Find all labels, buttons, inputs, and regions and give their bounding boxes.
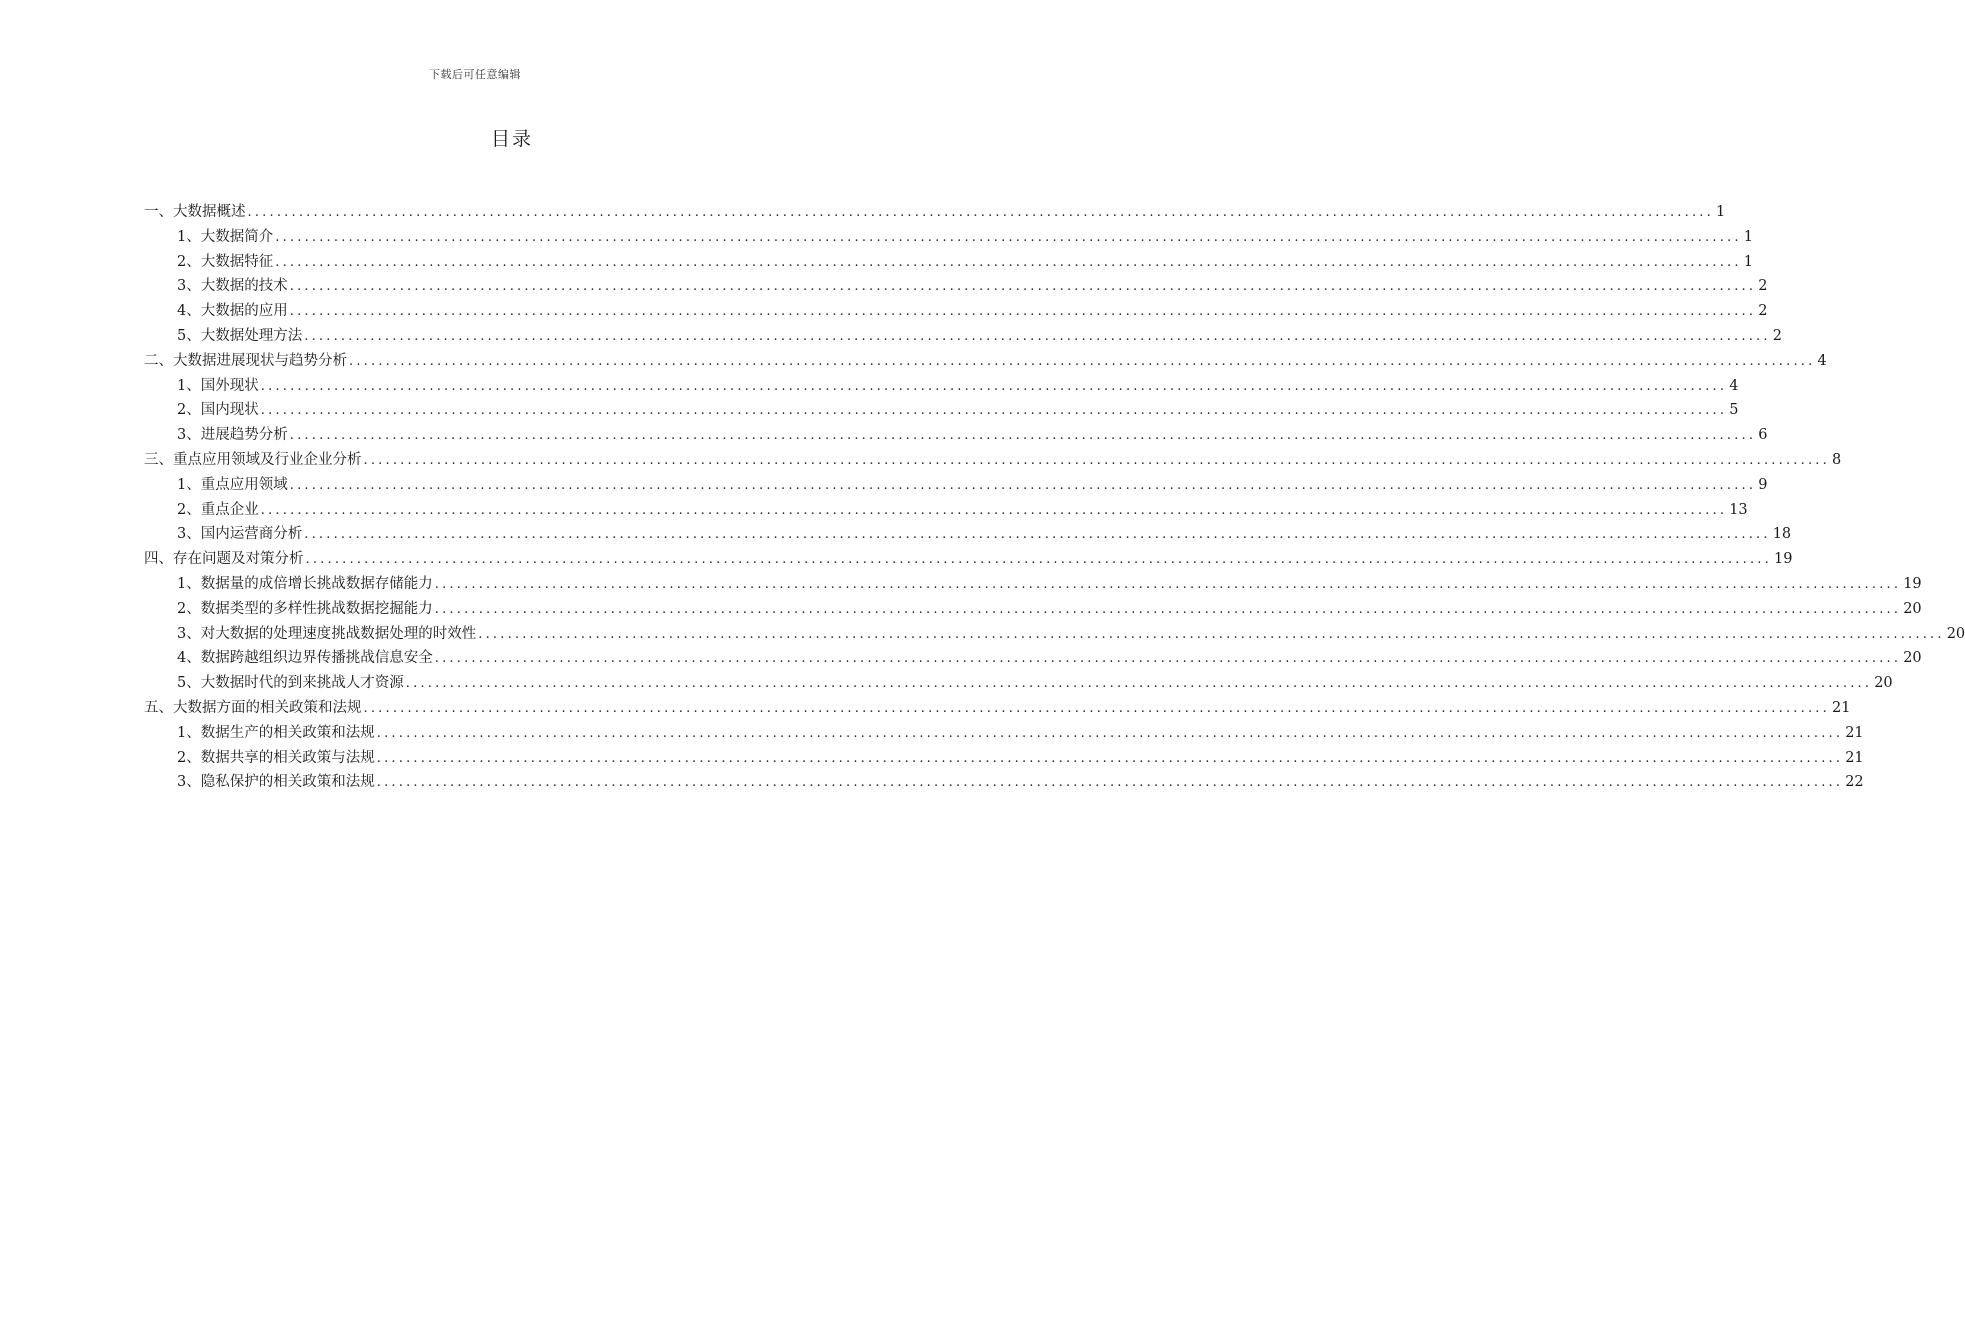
toc-entry-label: 二、大数据进展现状与趋势分析	[144, 352, 347, 369]
toc-page-number: 4	[1817, 352, 1827, 369]
toc-subsection[interactable]	[144, 374, 1739, 399]
toc-title: 目录	[490, 128, 533, 150]
toc-entry-label: 3、对大数据的处理速度挑战数据处理的时效性	[177, 625, 477, 642]
toc-page-number: 9	[1758, 476, 1768, 493]
toc-entry-label: 一、大数据概述	[144, 204, 246, 220]
toc-entry-label: 5、大数据时代的到来挑战人才资源	[177, 675, 404, 692]
toc-page-number: 22	[1845, 774, 1864, 791]
toc-page-number: 20	[1903, 600, 1922, 617]
toc-page-number: 1	[1743, 228, 1753, 245]
toc-dot-leader: ........................................................................................................................................................................................................	[478, 626, 1945, 642]
toc-page-number: 4	[1729, 377, 1739, 394]
toc-dot-leader: ........................................................................................................................................................................................................	[405, 676, 1873, 692]
toc-section[interactable]	[144, 696, 1851, 721]
toc-page-number: 2	[1772, 327, 1782, 344]
toc-dot-leader: ........................................................................................................................................................................................................	[260, 403, 1728, 419]
toc-entry-label: 五、大数据方面的相关政策和法规	[144, 699, 362, 716]
toc-subsection[interactable]	[144, 746, 1864, 771]
toc-section[interactable]	[144, 547, 1793, 572]
toc-dot-leader: ........................................................................................................................................................................................................	[247, 205, 1714, 220]
table-of-contents	[144, 200, 1965, 795]
toc-subsection[interactable]	[144, 498, 1748, 523]
toc-entry-label: 3、进展趋势分析	[177, 427, 288, 444]
toc-subsection[interactable]	[144, 646, 1922, 671]
toc-dot-leader: ........................................................................................................................................................................................................	[275, 254, 1742, 270]
toc-page-number: 19	[1773, 551, 1793, 568]
toc-dot-leader: ........................................................................................................................................................................................................	[260, 502, 1728, 518]
toc-entry-label: 4、大数据的应用	[177, 303, 288, 320]
toc-dot-leader: ........................................................................................................................................................................................................	[363, 700, 1830, 716]
toc-entry-label: 1、数据量的成倍增长挑战数据存储能力	[177, 575, 433, 592]
toc-page-number: 21	[1845, 724, 1864, 741]
toc-dot-leader: ........................................................................................................................................................................................................	[434, 601, 1902, 617]
toc-page-number: 1	[1743, 253, 1753, 270]
toc-entry-label: 4、数据跨越组织边界传播挑战信息安全	[177, 650, 433, 667]
toc-entry-label: 1、数据生产的相关政策和法规	[177, 724, 375, 741]
toc-entry-label: 1、国外现状	[177, 377, 259, 394]
toc-dot-leader: ........................................................................................................................................................................................................	[363, 452, 1830, 468]
toc-entry-label: 2、国内现状	[177, 402, 259, 419]
toc-dot-leader: ........................................................................................................................................................................................................	[434, 651, 1902, 667]
toc-page-number: 20	[1874, 675, 1893, 692]
toc-page-number: 2	[1758, 303, 1768, 320]
toc-dot-leader: ........................................................................................................................................................................................................	[434, 576, 1902, 592]
toc-subsection[interactable]	[144, 398, 1739, 423]
toc-page-number: 20	[1903, 650, 1922, 667]
toc-entry-label: 三、重点应用领域及行业企业分析	[144, 451, 362, 468]
toc-page-number: 2	[1758, 278, 1768, 295]
toc-entry-label: 1、重点应用领域	[177, 476, 288, 493]
toc-page-number: 21	[1845, 749, 1864, 766]
toc-subsection[interactable]	[144, 572, 1922, 597]
page-header: 下载后可任意编辑	[429, 68, 521, 81]
toc-page-number: 8	[1831, 451, 1842, 468]
toc-dot-leader: ........................................................................................................................................................................................................	[289, 304, 1757, 320]
toc-subsection[interactable]	[144, 622, 1965, 647]
toc-subsection[interactable]	[144, 597, 1922, 622]
toc-dot-leader: ........................................................................................................................................................................................................	[376, 725, 1844, 741]
toc-page-number: 13	[1729, 501, 1748, 518]
toc-dot-leader: ........................................................................................................................................................................................................	[289, 477, 1757, 493]
toc-subsection[interactable]	[144, 770, 1864, 795]
toc-dot-leader: ........................................................................................................................................................................................................	[275, 229, 1742, 245]
toc-dot-leader: ........................................................................................................................................................................................................	[289, 279, 1757, 295]
toc-subsection[interactable]	[144, 671, 1893, 696]
toc-subsection[interactable]	[144, 324, 1782, 349]
toc-dot-leader: ........................................................................................................................................................................................................	[349, 353, 1816, 369]
toc-entry-label: 3、国内运营商分析	[177, 526, 303, 543]
toc-entry-label: 2、重点企业	[177, 501, 259, 518]
toc-section[interactable]	[144, 200, 1726, 225]
toc-entry-label: 1、大数据简介	[177, 228, 274, 245]
toc-entry-label: 2、数据共享的相关政策与法规	[177, 749, 375, 766]
toc-page-number: 5	[1729, 402, 1739, 419]
toc-entry-label: 5、大数据处理方法	[177, 327, 303, 344]
toc-page-number: 21	[1831, 699, 1851, 716]
toc-dot-leader: ........................................................................................................................................................................................................	[260, 378, 1728, 394]
toc-section[interactable]	[144, 448, 1842, 473]
toc-dot-leader: ........................................................................................................................................................................................................	[304, 328, 1771, 344]
toc-page-number: 18	[1772, 526, 1792, 543]
toc-dot-leader: ........................................................................................................................................................................................................	[289, 428, 1757, 444]
toc-section[interactable]	[144, 349, 1827, 374]
toc-dot-leader: ........................................................................................................................................................................................................	[304, 527, 1771, 543]
toc-entry-label: 2、数据类型的多样性挑战数据挖掘能力	[177, 600, 433, 617]
toc-page-number: 19	[1903, 575, 1922, 592]
toc-subsection[interactable]	[144, 522, 1792, 547]
toc-subsection[interactable]	[144, 225, 1753, 250]
toc-entry-label: 3、隐私保护的相关政策和法规	[177, 774, 375, 791]
toc-subsection[interactable]	[144, 250, 1753, 275]
toc-entry-label: 四、存在问题及对策分析	[144, 551, 304, 568]
toc-dot-leader: ........................................................................................................................................................................................................	[305, 552, 1772, 568]
toc-subsection[interactable]	[144, 721, 1864, 746]
toc-entry-label: 2、大数据特征	[177, 253, 274, 270]
toc-subsection[interactable]	[144, 473, 1768, 498]
toc-page-number: 20	[1946, 625, 1965, 642]
toc-page-number: 1	[1715, 204, 1726, 220]
toc-page-number: 6	[1758, 427, 1768, 444]
toc-subsection[interactable]	[144, 423, 1768, 448]
toc-subsection[interactable]	[144, 299, 1768, 324]
toc-dot-leader: ........................................................................................................................................................................................................	[376, 750, 1844, 766]
toc-entry-label: 3、大数据的技术	[177, 278, 288, 295]
toc-dot-leader: ........................................................................................................................................................................................................	[376, 775, 1844, 791]
toc-subsection[interactable]	[144, 274, 1768, 299]
